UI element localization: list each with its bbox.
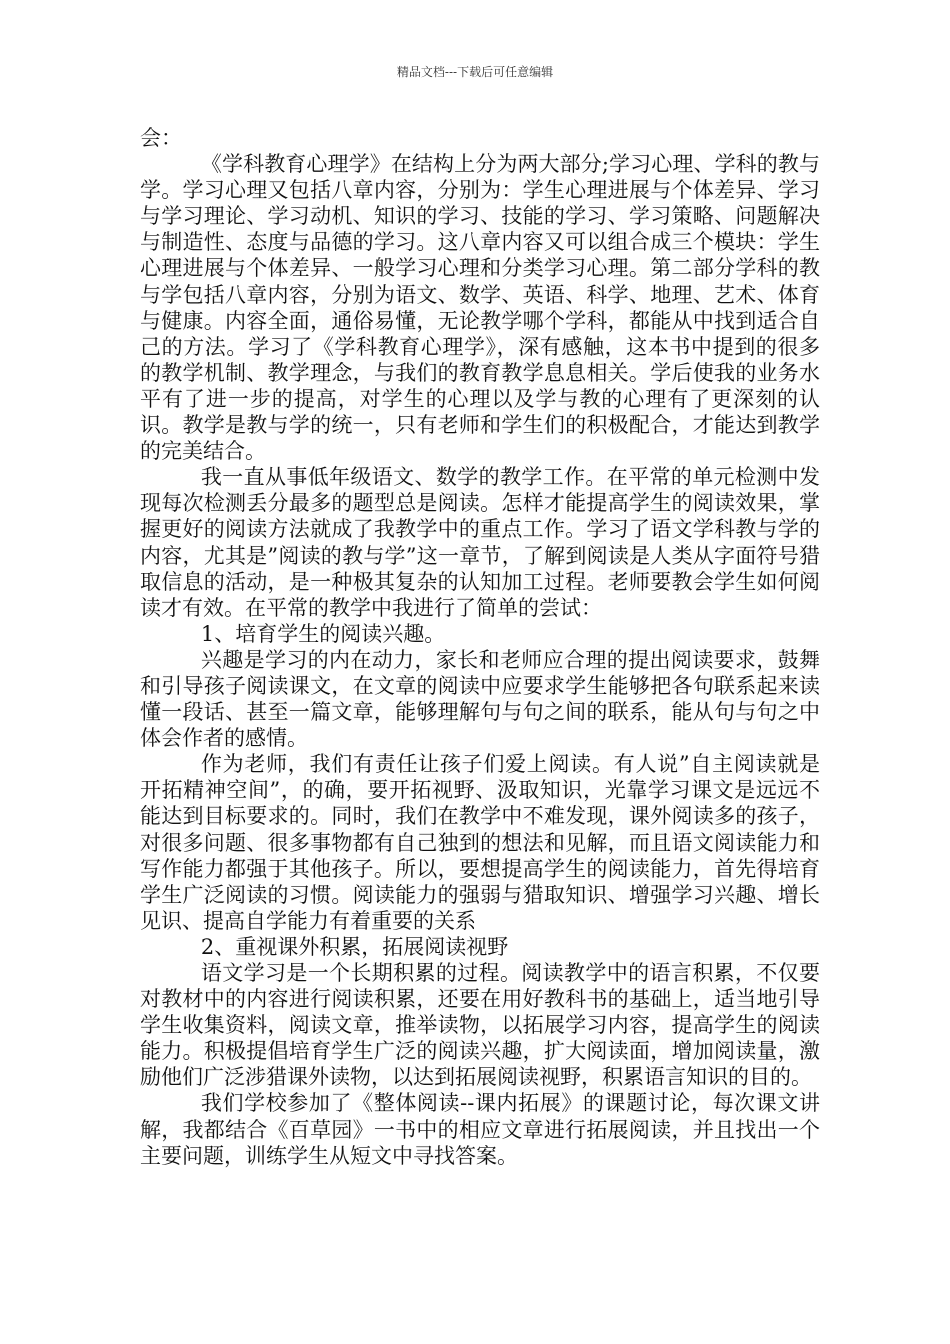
paragraph-accumulation: 语文学习是一个长期积累的过程。阅读教学中的语言积累，不仅要对教材中的内容进行阅读积累，还要在用好教科书的基础上，适当地引导学生收集资料，阅读文章，推举读物，以拓展学习内容，提高学生的阅读能力。积极提倡培育学生广泛的阅读兴趣，扩大阅读面，增加阅读量，激励他们广泛涉猎课外读物，以达到拓展阅读视野，积累语言知识的目的。 (140, 961, 820, 1090)
paragraph-interest: 兴趣是学习的内在动力，家长和老师应合理的提出阅读要求，鼓舞和引导孩子阅读课文，在文章的阅读中应要求学生能够把各句联系起来读懂一段话、甚至一篇文章，能够理解句与句之间的联系，能从句与句之中体会作者的感情。 (140, 647, 820, 751)
paragraph-continuation: 会： (140, 126, 182, 150)
section-heading-1: 1、培育学生的阅读兴趣。 (200, 621, 446, 646)
paragraph-book-structure: 《学科教育心理学》在结构上分为两大部分;学习心理、学科的教与学。学习心理又包括八章内容，分别为：学生心理进展与个体差异、学习与学习理论、学习动机、知识的学习、技能的学习、学习策略、问题解决与制造性、态度与品德的学习。这八章内容又可以组合成三个模块：学生心理进展与个体差异、一般学习心理和分类学习心理。第二部分学科的教与学包括八章内容，分别为语文、数学、英语、科学、地理、艺术、体育与健康。内容全面，通俗易懂，无论教学哪个学科，都能从中找到适合自己的方法。学习了《学科教育心理学》，深有感触，这本书中提到的很多的教学机制、教学理念，与我们的教育教学息息相关。学后使我的业务水平有了进一步的提高，对学生的心理以及学与教的心理有了更深刻的认识。教学是教与学的统一，只有老师和学生们的积极配合，才能达到教学的完美结合。 (140, 152, 820, 464)
section-heading-2: 2、重视课外积累，拓展阅读视野 (200, 934, 509, 959)
paragraph-school-project: 我们学校参加了《整体阅读--课内拓展》的课题讨论，每次课文讲解，我都结合《百草园》一书中的相应文章进行拓展阅读，并且找出一个主要问题，训练学生从短文中寻找答案。 (140, 1091, 820, 1168)
paragraph-teacher-responsibility: 作为老师，我们有责任让孩子们爱上阅读。有人说”自主阅读就是开拓精神空间”，的确，要开拓视野、汲取知识，光靠学习课文是远远不能达到目标要求的。同时，我们在教学中不难发现，课外阅读多的孩子，对很多问题、很多事物都有自己独到的想法和见解，而且语文阅读能力和写作能力都强于其他孩子。所以，要想提高学生的阅读能力，首先得培育学生广泛阅读的习惯。阅读能力的强弱与猎取知识、增强学习兴趣、增长见识、提高自学能力有着重要的关系 (140, 752, 820, 933)
page-header: 精品文档---下载后可任意编辑 (396, 65, 554, 79)
document-body (140, 125, 820, 1169)
paragraph-teaching-experience: 我一直从事低年级语文、数学的教学工作。在平常的单元检测中发现每次检测丢分最多的题型总是阅读。怎样才能提高学生的阅读效果，掌握更好的阅读方法就成了我教学中的重点工作。学习了语文学科教与学的内容，尤其是”阅读的教与学”这一章节，了解到阅读是人类从字面符号猎取信息的活动，是一种极其复杂的认知加工过程。老师要教会学生如何阅读才有效。在平常的教学中我进行了简单的尝试： (140, 465, 820, 620)
